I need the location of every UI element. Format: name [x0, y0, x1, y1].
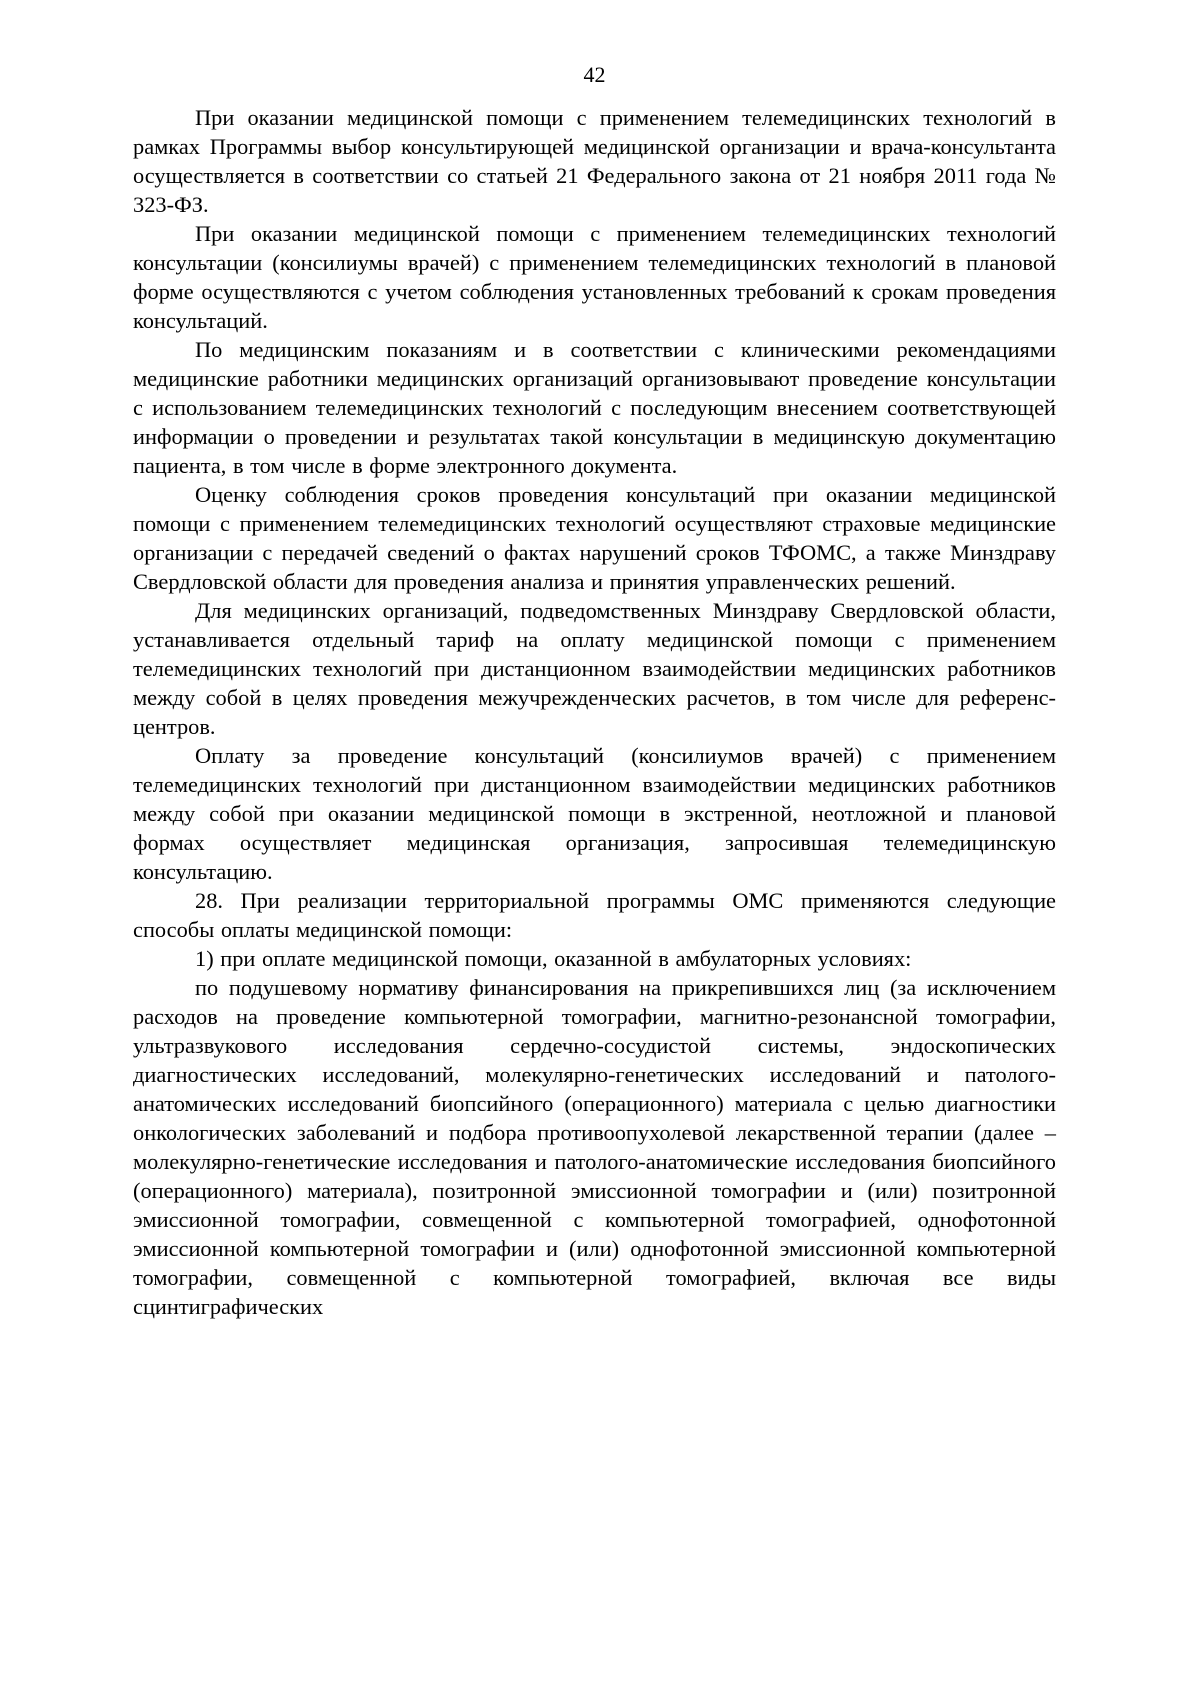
- paragraph: При оказании медицинской помощи с применением телемедицинских технологий консультации (консилиумы врачей) с применением телемедицинских технологий в плановой форме осуществляются с учетом соблюдения установленных требований к срокам проведения консультаций.: [133, 221, 1056, 333]
- paragraph: При оказании медицинской помощи с применением телемедицинских технологий в рамках Программы выбор консультирующей медицинской организации и врача-консультанта осуществляется в соответствии со статьей 21 Федерального закона от 21 ноября 2011 года № 323-ФЗ.: [133, 105, 1056, 217]
- document-body: [133, 103, 1056, 1321]
- paragraph: Оплату за проведение консультаций (консилиумов врачей) с применением телемедицинских технологий при дистанционном взаимодействии медицинских работников между собой при оказании медицинской помощи в экстренной, неотложной и плановой формах осуществляет медицинская организация, запросившая телемедицинскую консультацию.: [133, 743, 1056, 884]
- paragraph: 1) при оплате медицинской помощи, оказанной в амбулаторных условиях:: [195, 946, 912, 971]
- paragraph: по подушевому нормативу финансирования на прикрепившихся лиц (за исключением расходов на проведение компьютерной томографии, магнитно-резонансной томографии, ультразвукового исследования сердечно-сосудистой системы, эндоскопических диагностических исследований, молекулярно-генетических исследований и патолого-анатомических исследований биопсийного (операционного) материала с целью диагностики онкологических заболеваний и подбора противоопухолевой лекарственной терапии (далее – молекулярно-генетические исследования и патолого-анатомические исследования биопсийного (операционного) материала), позитронной эмиссионной томографии и (или) позитронной эмиссионной томографии, совмещенной с компьютерной томографией, однофотонной эмиссионной компьютерной томографии и (или) однофотонной эмиссионной компьютерной томографии, совмещенной с компьютерной томографией, включая все виды сцинтиграфических: [133, 975, 1056, 1319]
- paragraph: По медицинским показаниям и в соответствии с клиническими рекомендациями медицинские работники медицинских организаций организовывают проведение консультации с использованием телемедицинских технологий с последующим внесением соответствующей информации о проведении и результатах такой консультации в медицинскую документацию пациента, в том числе в форме электронного документа.: [133, 337, 1056, 478]
- paragraph: Оценку соблюдения сроков проведения консультаций при оказании медицинской помощи с применением телемедицинских технологий осуществляют страховые медицинские организации с передачей сведений о фактах нарушений сроков ТФОМС, а также Минздраву Свердловской области для проведения анализа и принятия управленческих решений.: [133, 482, 1056, 594]
- page-number: 42: [583, 62, 606, 87]
- paragraph: 28. При реализации территориальной программы ОМС применяются следующие способы оплаты медицинской помощи:: [133, 888, 1056, 942]
- paragraph: Для медицинских организаций, подведомственных Минздраву Свердловской области, устанавливается отдельный тариф на оплату медицинской помощи с применением телемедицинских технологий при дистанционном взаимодействии медицинских работников между собой в целях проведения межучрежденческих расчетов, в том числе для референс-центров.: [133, 598, 1056, 739]
